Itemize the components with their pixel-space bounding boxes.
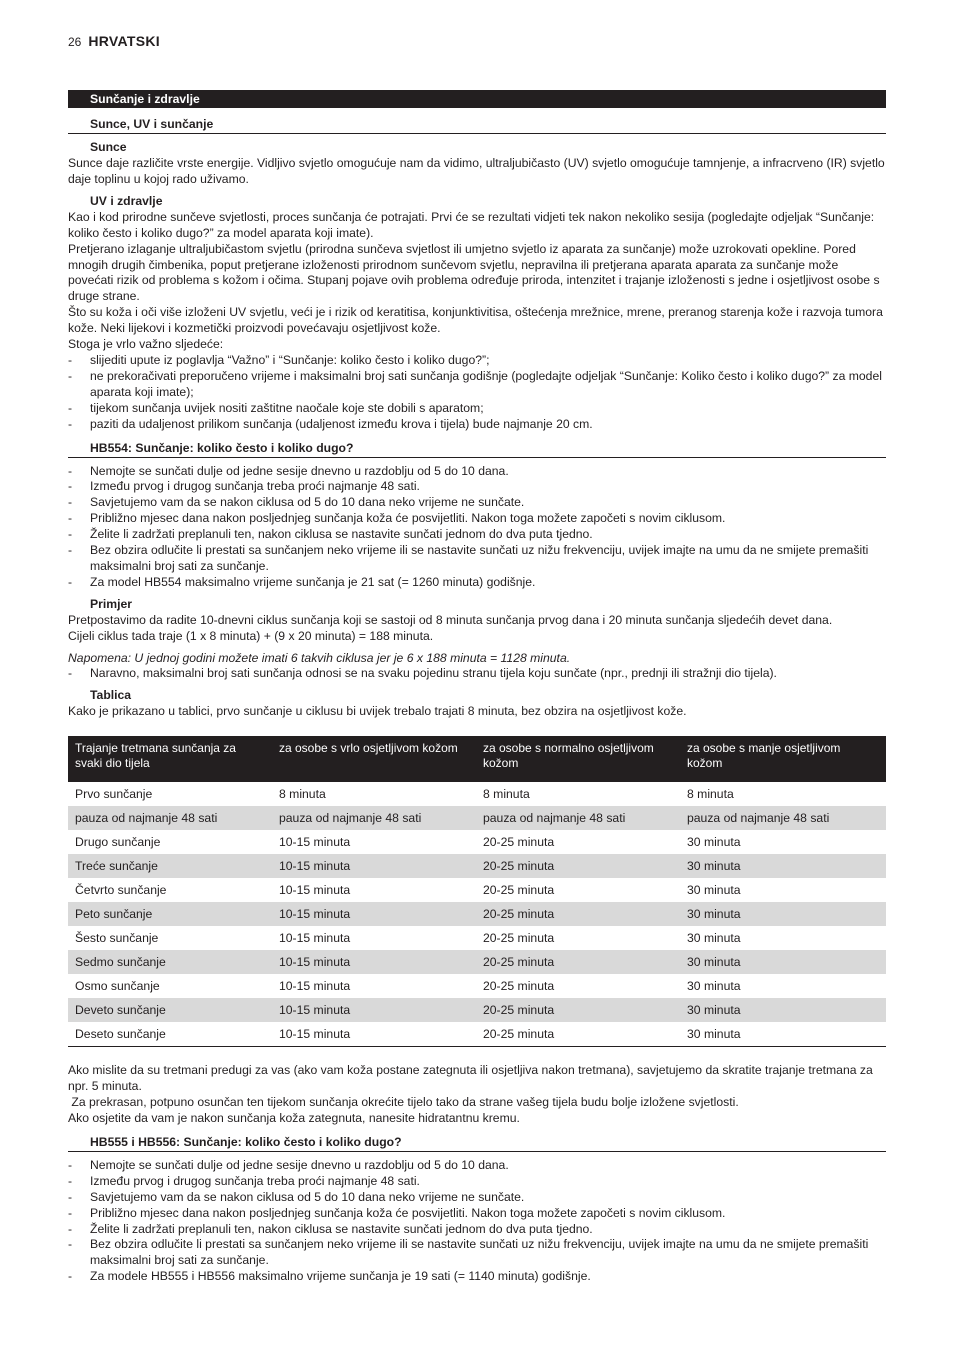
hb555-list — [68, 1158, 886, 1285]
subheading-uv: UV i zdravlje — [90, 193, 163, 208]
table-cell: 20-25 minuta — [483, 883, 555, 898]
list-item: - Želite li zadržati preplanuli ten, nakon ciklusa se nastavite sunčati jednom do dva puta tjedno. — [68, 1222, 886, 1238]
page-content — [68, 90, 886, 1285]
table-cell: Drugo sunčanje — [75, 835, 161, 850]
list-item: - slijediti upute iz poglavlja “Važno” i “Sunčanje: koliko često i koliko dugo?”; — [68, 353, 886, 369]
hb554-list — [68, 464, 886, 591]
table-cell: Sedmo sunčanje — [68, 950, 272, 974]
table-cell: 20-25 minuta — [483, 979, 555, 994]
table-row — [68, 854, 886, 878]
paragraph-uv-1: Kao i kod prirodne sunčeve svjetlosti, proces sunčanja će potrajati. Prvi će se rezultati vidjeti tek nakon nekoliko sesija (pogledajte odjeljak “Sunčanje: koliko često i koliko dugo?” za model aparata koji imate). — [68, 209, 875, 240]
table-row — [68, 902, 886, 926]
table-cell: 30 minuta — [680, 998, 886, 1022]
table-cell: 10-15 minuta — [279, 835, 351, 850]
tanning-schedule-table — [68, 736, 886, 1047]
column-header: za osobe s normalno osjetljivom kožom — [476, 736, 680, 782]
table-cell: Šesto sunčanje — [75, 931, 159, 946]
table-cell: 10-15 minuta — [272, 950, 476, 974]
column-header: Trajanje tretmana sunčanja za svaki dio tijela — [68, 736, 272, 782]
paragraph-uv-3: Što su koža i oči više izloženi UV svjetlu, veći je i rizik od keratitisa, konjunktivitisa, oštećenja mrežnice, mrene, preranog starenja kože i razvoja tumora kože. Neki lijekovi i kozmetički proizvodi povećavaju osjetljivost kože. — [68, 305, 883, 336]
table-cell: Deveto sunčanje — [68, 998, 272, 1022]
table-row — [68, 782, 886, 806]
list-item: - Savjetujemo vam da se nakon ciklusa od 5 do 10 dana neko vrijeme ne sunčate. — [68, 1190, 886, 1206]
table-cell: 20-25 minuta — [483, 835, 555, 850]
note-list — [68, 666, 886, 682]
paragraph-uv-4: Stoga je vrlo važno sljedeće: — [68, 337, 224, 352]
paragraph-sunce: Sunce daje različite vrste energije. Vidljivo svjetlo omogućuje nam da vidimo, ultraljubičasto (UV) svjetlo omogućuje tamnjenje, a infracrveno (IR) svjetlo daje toplinu u kojoj rado uživamo. — [68, 156, 885, 186]
section-title-hb555: HB555 i HB556: Sunčanje: koliko često i koliko dugo? — [68, 1134, 886, 1152]
list-item: - Za modele HB555 i HB556 maksimalno vrijeme sunčanja je 19 sati (= 1140 minuta) godišnje. — [68, 1269, 886, 1285]
table-cell: 30 minuta — [680, 950, 886, 974]
table-cell: 30 minuta — [680, 902, 886, 926]
table-cell: 10-15 minuta — [279, 883, 351, 898]
table-cell: 30 minuta — [687, 883, 741, 898]
table-cell: Treće sunčanje — [68, 854, 272, 878]
list-item: - Između prvog i drugog sunčanja treba proći najmanje 48 sati. — [68, 479, 886, 495]
table-cell: 20-25 minuta — [476, 998, 680, 1022]
list-item: - Savjetujemo vam da se nakon ciklusa od 5 do 10 dana neko vrijeme ne sunčate. — [68, 495, 886, 511]
list-item: - Želite li zadržati preplanuli ten, nakon ciklusa se nastavite sunčati jednom do dva puta tjedno. — [68, 527, 886, 543]
table-cell: 20-25 minuta — [476, 950, 680, 974]
table-cell: 30 minuta — [687, 931, 741, 946]
list-item: - Nemojte se sunčati dulje od jedne sesije dnevno u razdoblju od 5 do 10 dana. — [68, 464, 886, 480]
list-item: - Naravno, maksimalni broj sati sunčanja odnosi se na svaku pojedinu stranu tijela koju sunčate (npr., prednji ili stražnji dio tijela). — [68, 666, 886, 682]
table-row — [68, 974, 886, 998]
list-item: - Bez obzira odlučite li prestati sa sunčanjem neko vrijeme ili se nastavite sunčati uz nižu frekvenciju, uvijek imajte na umu da ne smijete premašiti maksimalni broj sati za sunčanje. — [68, 543, 886, 575]
subheading-sunce: Sunce — [90, 140, 127, 154]
section-title-hb554: HB554: Sunčanje: koliko često i koliko dugo? — [68, 440, 886, 458]
table-cell: 20-25 minuta — [476, 1022, 680, 1047]
page-number: 26 — [68, 35, 82, 49]
table-cell: pauza od najmanje 48 sati — [272, 806, 476, 830]
table-cell: 30 minuta — [687, 979, 741, 994]
table-cell: 20-25 minuta — [476, 902, 680, 926]
table-row — [68, 950, 886, 974]
table-row — [68, 998, 886, 1022]
table-cell: 8 minuta — [279, 787, 326, 802]
paragraph-after-table-1: Ako mislite da su tretmani predugi za vas (ako vam koža postane zategnuta ili osjetljiva nakon tretmana), savjetujemo da skratite trajanje tretmana za npr. 5 minuta. — [68, 1063, 873, 1094]
paragraph-primjer-1: Pretpostavimo da radite 10-dnevni ciklus sunčanja koji se sastoji od 8 minuta sunčanja prvog dana i 20 minuta sunčanja sljedećih devet dana. — [68, 612, 833, 627]
list-item: - ne prekoračivati preporučeno vrijeme i maksimalni broj sati sunčanja godišnje (pogledajte odjeljak “Sunčanje: Koliko često i koliko dugo?” za model aparata koji imate); — [68, 369, 886, 401]
table-cell: 10-15 minuta — [272, 902, 476, 926]
table-cell: 10-15 minuta — [272, 854, 476, 878]
table-cell: 10-15 minuta — [279, 931, 351, 946]
table-cell: Četvrto sunčanje — [75, 883, 167, 898]
table-row — [68, 830, 886, 854]
table-cell: Peto sunčanje — [68, 902, 272, 926]
table-cell: Osmo sunčanje — [75, 979, 160, 994]
table-cell: 30 minuta — [680, 1022, 886, 1047]
list-item: - Bez obzira odlučite li prestati sa sunčanjem neko vrijeme ili se nastavite sunčati uz nižu frekvenciju, uvijek imajte na umu da ne smijete premašiti maksimalni broj sati za sunčanje. — [68, 1237, 886, 1269]
chapter-bar: Sunčanje i zdravlje — [68, 90, 886, 108]
table-cell: 30 minuta — [687, 835, 741, 850]
table-cell: Prvo sunčanje — [75, 787, 153, 802]
paragraph-after-table-3: Ako osjetite da vam je nakon sunčanja koža zategnuta, nanesite hidratantnu kremu. — [68, 1111, 520, 1125]
table-row — [68, 806, 886, 830]
table-cell: 8 minuta — [687, 787, 734, 802]
uv-list — [68, 353, 886, 433]
column-header: za osobe s vrlo osjetljivom kožom — [272, 736, 476, 782]
subheading-tablica: Tablica — [90, 688, 132, 703]
paragraph-tablica: Kako je prikazano u tablici, prvo sunčanje u ciklusu bi uvijek trebalo trajati 8 minuta, bez obzira na osjetljivost kože. — [68, 704, 687, 719]
list-item: - Približno mjesec dana nakon posljednjeg sunčanja koža će posvijetliti. Nakon toga možete započeti s novim ciklusom. — [68, 1206, 886, 1222]
paragraph-uv-2: Pretjerano izlaganje ultraljubičastom svjetlu (prirodna sunčeva svjetlost ili umjetno svjetlo iz aparata za sunčanje) može uzrokovati opekline. Pored mnogih drugih čimbenika, poput pretjerane izloženosti prirodnom sunčevom svjetlu, nepravilna ili pretjerana aparata aparata za sunčanje može povećati rizik od problema s kožom i očima. Stupanj pojave ovih problema određuje priroda, intenzitet i trajanje izloženosti s jedne i osjetljivost osobe s druge strane. — [68, 241, 880, 304]
table-cell: 10-15 minuta — [272, 998, 476, 1022]
list-item: - tijekom sunčanja uvijek nositi zaštitne naočale koje ste dobili s aparatom; — [68, 401, 886, 417]
table-row — [68, 1022, 886, 1047]
paragraph-primjer-2: Cijeli ciklus tada traje (1 x 8 minuta) + (9 x 20 minuta) = 188 minuta. — [68, 628, 434, 643]
list-item: - Približno mjesec dana nakon posljednjeg sunčanja koža će posvijetliti. Nakon toga možete započeti s novim ciklusom. — [68, 511, 886, 527]
note-text: Napomena: U jednoj godini možete imati 6 takvih ciklusa jer je 6 x 188 minuta = 1128 minuta. — [68, 650, 571, 665]
table-cell: 10-15 minuta — [272, 1022, 476, 1047]
list-item: - paziti da udaljenost prilikom sunčanja (udaljenost između krova i tijela) bude najmanje 20 cm. — [68, 417, 886, 433]
page-header — [68, 34, 160, 52]
table-cell: Deseto sunčanje — [68, 1022, 272, 1047]
list-item: - Za model HB554 maksimalno vrijeme sunčanja je 21 sat (= 1260 minuta) godišnje. — [68, 575, 886, 591]
table-row — [68, 926, 886, 950]
language-title: HRVATSKI — [88, 33, 160, 49]
table-cell: pauza od najmanje 48 sati — [68, 806, 272, 830]
list-item: - Između prvog i drugog sunčanja treba proći najmanje 48 sati. — [68, 1174, 886, 1190]
column-header: za osobe s manje osjetljivom kožom — [680, 736, 886, 782]
table-cell: pauza od najmanje 48 sati — [476, 806, 680, 830]
paragraph-after-table-2: Za prekrasan, potpuno osunčan ten tijekom sunčanja okrećite tijelo tako da strane vašeg tijela budu bolje izložene svjetlosti. — [68, 1095, 739, 1110]
table-row — [68, 878, 886, 902]
section-title-sun-uv: Sunce, UV i sunčanje — [68, 116, 886, 134]
table-cell: 10-15 minuta — [279, 979, 351, 994]
table-header-row — [68, 736, 886, 782]
table-cell: 20-25 minuta — [483, 931, 555, 946]
table-cell: 30 minuta — [680, 854, 886, 878]
table-cell: pauza od najmanje 48 sati — [680, 806, 886, 830]
table-cell: 20-25 minuta — [476, 854, 680, 878]
table-cell: 8 minuta — [483, 787, 530, 802]
list-item: - Nemojte se sunčati dulje od jedne sesije dnevno u razdoblju od 5 do 10 dana. — [68, 1158, 886, 1174]
subheading-primjer: Primjer — [90, 596, 133, 611]
